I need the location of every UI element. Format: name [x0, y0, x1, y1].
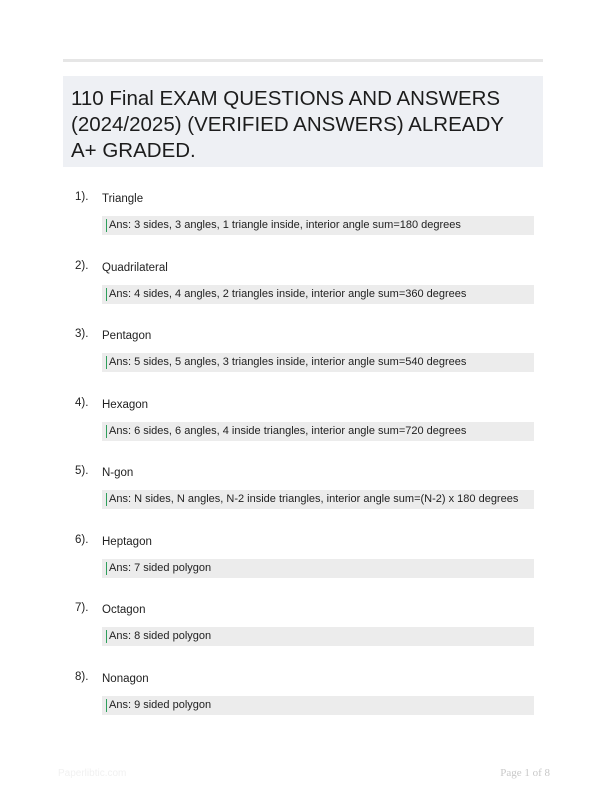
answer-box: Ans: 5 sides, 5 angles, 3 triangles inside, interior angle sum=540 degrees: [102, 353, 534, 372]
question-list: [0, 189, 606, 737]
question-number: 1).: [75, 191, 89, 203]
question-number: 6).: [75, 533, 89, 546]
question-number: 4).: [75, 396, 89, 409]
question-number: 7).: [75, 602, 89, 614]
question-item-7: [0, 600, 606, 669]
answer-box: Ans: 6 sides, 6 angles, 4 inside triangles, interior angle sum=720 degrees: [102, 422, 534, 441]
document-title: 110 Final EXAM QUESTIONS AND ANSWERS (2024/2025) (VERIFIED ANSWERS) ALREADY A+ GRADED.: [71, 87, 504, 162]
question-item-2: [0, 258, 606, 327]
answer-box: Ans: 3 sides, 3 angles, 1 triangle inside, interior angle sum=180 degrees: [102, 216, 534, 235]
question-item-4: [0, 395, 606, 464]
question-text: N-gon: [102, 467, 134, 479]
answer-box: Ans: 9 sided polygon: [102, 696, 534, 715]
question-number: 5).: [75, 465, 89, 477]
question-text: Heptagon: [102, 535, 152, 548]
question-number: 3).: [75, 328, 89, 340]
question-text: Nonagon: [102, 672, 149, 685]
question-item-3: [0, 326, 606, 395]
question-text: Hexagon: [102, 398, 149, 411]
question-item-8: [0, 669, 606, 738]
question-item-6: [0, 532, 606, 601]
question-text: Triangle: [102, 193, 144, 205]
question-number: 8).: [75, 670, 89, 683]
title-banner: [63, 76, 543, 167]
answer-box: Ans: 8 sided polygon: [102, 627, 534, 646]
page-indicator: Page 1 of 8: [500, 767, 550, 779]
answer-box: Ans: 7 sided polygon: [102, 559, 534, 578]
question-text: Quadrilateral: [102, 261, 168, 274]
answer-box: Ans: N sides, N angles, N-2 inside triangles, interior angle sum=(N-2) x 180 degrees: [102, 490, 534, 509]
question-number: 2).: [75, 259, 89, 272]
answer-box: Ans: 4 sides, 4 angles, 2 triangles inside, interior angle sum=360 degrees: [102, 285, 534, 304]
question-item-5: [0, 463, 606, 532]
question-item-1: [0, 189, 606, 258]
top-divider: [63, 59, 543, 62]
question-text: Pentagon: [102, 330, 152, 342]
footer-watermark: Paperlibtic.com: [58, 768, 127, 779]
question-text: Octagon: [102, 604, 146, 616]
